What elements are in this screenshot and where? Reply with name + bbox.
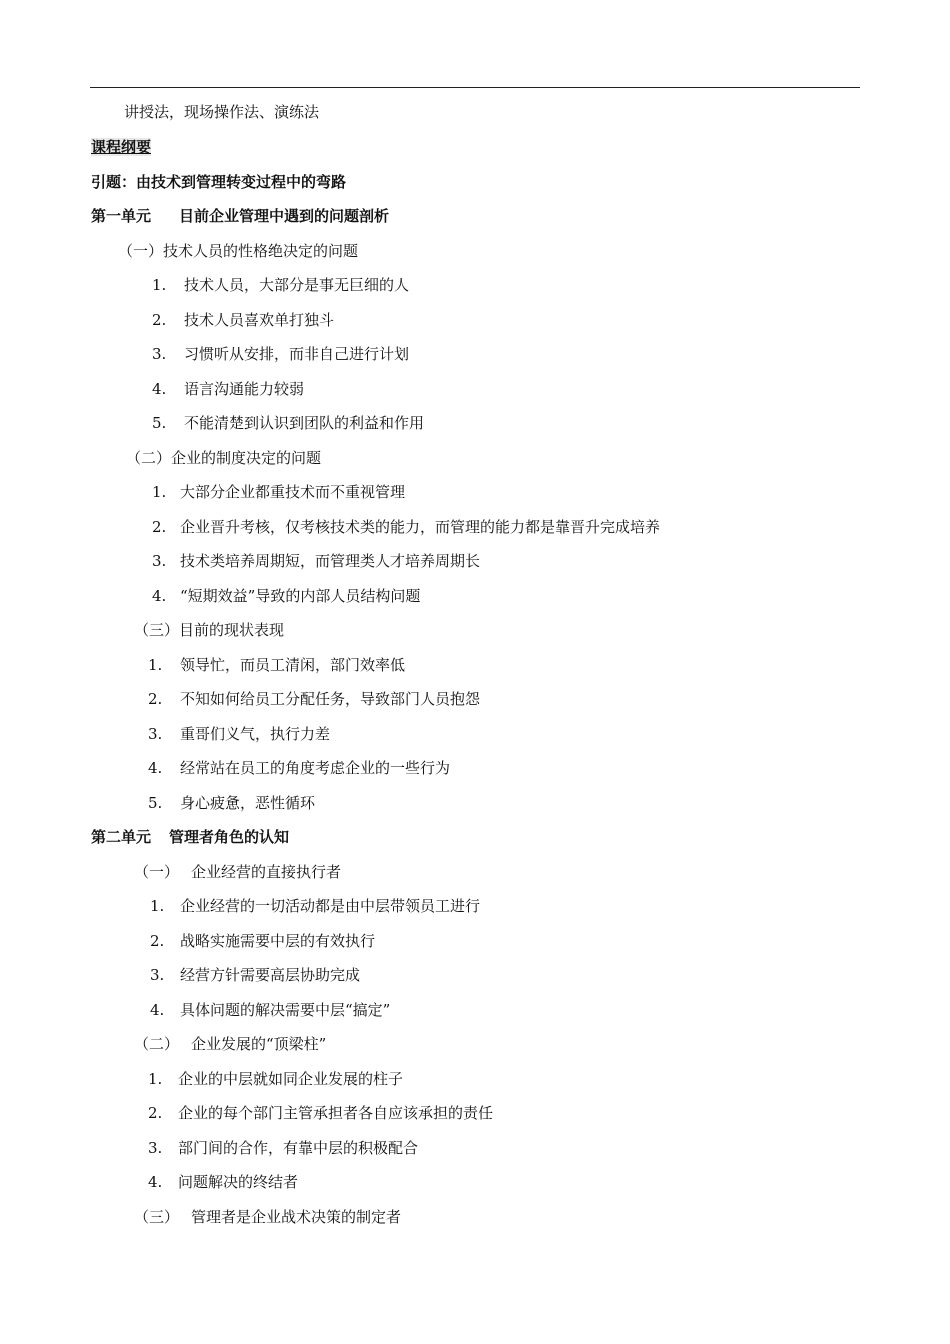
list-item: 1. 大部分企业都重技术而不重视管理 [152, 483, 406, 501]
unit1-heading [91, 206, 389, 226]
list-item: 2. 战略实施需要中层的有效执行 [150, 932, 376, 950]
list-item: 2. 技术人员喜欢单打独斗 [152, 311, 335, 329]
header-rule [90, 87, 860, 88]
list-item: 4. 具体问题的解决需要中层“搞定” [150, 1001, 391, 1019]
unit1-section2-label: （二）企业的制度决定的问题 [126, 449, 322, 467]
list-item: 4. “短期效益”导致的内部人员结构问题 [152, 587, 421, 605]
outline-heading: 课程纲要 [91, 138, 152, 156]
list-item: 3. 重哥们义气，执行力差 [148, 725, 331, 743]
unit2-title: 管理者角色的认知 [169, 828, 290, 846]
list-item: 2. 企业的每个部门主管承担者各自应该承担的责任 [148, 1104, 494, 1122]
list-item: 3. 习惯听从安排，而非自己进行计划 [152, 345, 410, 363]
unit2-heading [91, 827, 289, 847]
list-item: 2. 不知如何给员工分配任务，导致部门人员抱怨 [148, 690, 481, 708]
list-item: 4. 问题解决的终结者 [148, 1173, 299, 1191]
unit2-section1-heading: （一） 企业经营的直接执行者 [134, 863, 342, 881]
unit2-section3-heading: （三） 管理者是企业战术决策的制定者 [134, 1208, 402, 1226]
unit1-section3-label: （三）目前的现状表现 [134, 621, 285, 639]
list-item: 3. 技术类培养周期短，而管理类人才培养周期长 [152, 552, 481, 570]
unit1-label: 第一单元 [91, 207, 152, 225]
lead-topic: 引题：由技术到管理转变过程中的弯路 [91, 173, 347, 191]
list-item: 3. 部门间的合作，有靠中层的积极配合 [148, 1139, 419, 1157]
list-item: 3. 经营方针需要高层协助完成 [150, 966, 361, 984]
list-item: 5. 身心疲惫，恶性循环 [148, 794, 316, 812]
intro-methods: 讲授法，现场操作法、演练法 [124, 103, 320, 121]
list-item: 5. 不能清楚到认识到团队的利益和作用 [152, 414, 425, 432]
list-item: 1. 企业的中层就如同企业发展的柱子 [148, 1070, 404, 1088]
list-item: 1. 企业经营的一切活动都是由中层带领员工进行 [150, 897, 481, 915]
unit1-section1-label: （一）技术人员的性格绝决定的问题 [118, 242, 359, 260]
list-item: 4. 经常站在员工的角度考虑企业的一些行为 [148, 759, 451, 777]
unit2-label: 第二单元 [91, 828, 152, 846]
unit2-section2-heading: （二） 企业发展的“顶梁柱” [134, 1035, 327, 1053]
list-item: 2. 企业晋升考核，仅考核技术类的能力，而管理的能力都是靠晋升完成培养 [152, 518, 661, 536]
list-item: 4. 语言沟通能力较弱 [152, 380, 305, 398]
unit1-title: 目前企业管理中遇到的问题剖析 [179, 207, 390, 225]
list-item: 1. 技术人员，大部分是事无巨细的人 [152, 276, 410, 294]
list-item: 1. 领导忙，而员工清闲，部门效率低 [148, 656, 406, 674]
